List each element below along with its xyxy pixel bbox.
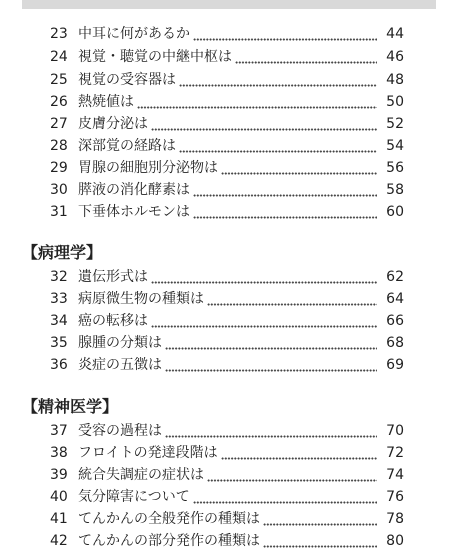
entry-page: 76 — [386, 489, 404, 505]
entry-page: 50 — [386, 94, 404, 110]
section-heading-psychiatry: 【精神医学】 — [22, 397, 119, 416]
entry-title: 受容の過程は — [78, 423, 162, 439]
entry-page: 60 — [386, 204, 404, 220]
entry-number: 30 — [50, 182, 68, 198]
entry-title: 炎症の五徴は — [78, 357, 162, 373]
dot-leader — [165, 332, 377, 354]
entry-number: 31 — [50, 204, 68, 220]
entry-title: てんかんの部分発作の種類は — [78, 533, 260, 549]
entry-number: 42 — [50, 533, 68, 549]
entry-number: 33 — [50, 291, 68, 307]
toc-entry-33[interactable] — [50, 288, 404, 310]
entry-number: 29 — [50, 160, 68, 176]
entry-number: 28 — [50, 138, 68, 154]
entry-title: 中耳に何があるか — [78, 26, 190, 42]
entry-number: 32 — [50, 269, 68, 285]
entry-page: 62 — [386, 269, 404, 285]
entry-page: 46 — [386, 49, 404, 65]
entry-number: 39 — [50, 467, 68, 483]
entry-title: 癌の転移は — [78, 313, 148, 329]
entry-number: 24 — [50, 49, 68, 65]
entry-title: 皮膚分泌は — [78, 116, 148, 132]
dot-leader — [165, 354, 377, 376]
dot-leader — [193, 201, 377, 223]
entry-title: 深部覚の経路は — [78, 138, 176, 154]
entry-number: 27 — [50, 116, 68, 132]
dot-leader — [151, 266, 377, 288]
dot-leader — [221, 442, 377, 464]
entry-title: 膵液の消化酵素は — [78, 182, 190, 198]
entry-title: フロイトの発達段階は — [78, 445, 218, 461]
entry-page: 78 — [386, 511, 404, 527]
section-heading-pathology: 【病理学】 — [22, 243, 103, 262]
entry-page: 80 — [386, 533, 404, 549]
entry-page: 69 — [386, 357, 404, 373]
toc-entry-25[interactable] — [50, 69, 404, 91]
dot-leader — [207, 288, 377, 310]
dot-leader — [179, 69, 377, 91]
dot-leader — [221, 157, 377, 179]
entry-number: 34 — [50, 313, 68, 329]
dot-leader — [263, 508, 377, 530]
toc-entry-23[interactable] — [50, 23, 404, 45]
entry-title: 遺伝形式は — [78, 269, 148, 285]
entry-page: 54 — [386, 138, 404, 154]
toc-entry-29[interactable] — [50, 157, 404, 179]
entry-title: 視覚・聴覚の中継中枢は — [78, 49, 232, 65]
dot-leader — [137, 91, 377, 113]
toc-entry-41[interactable] — [50, 508, 404, 530]
entry-page: 58 — [386, 182, 404, 198]
entry-page: 68 — [386, 335, 404, 351]
dot-leader — [235, 46, 377, 68]
dot-leader — [193, 23, 377, 45]
entry-title: 視覚の受容器は — [78, 72, 176, 88]
dot-leader — [193, 486, 377, 508]
toc-entry-42[interactable] — [50, 530, 404, 552]
dot-leader — [193, 179, 377, 201]
entry-title: 下垂体ホルモンは — [78, 204, 190, 220]
entry-page: 48 — [386, 72, 404, 88]
entry-page: 74 — [386, 467, 404, 483]
toc-entry-27[interactable] — [50, 113, 404, 135]
entry-number: 41 — [50, 511, 68, 527]
toc-entry-40[interactable] — [50, 486, 404, 508]
entry-page: 72 — [386, 445, 404, 461]
toc-entry-26[interactable] — [50, 91, 404, 113]
entry-page: 56 — [386, 160, 404, 176]
toc-entry-37[interactable] — [50, 420, 404, 442]
entry-number: 26 — [50, 94, 68, 110]
toc-entry-31[interactable] — [50, 201, 404, 223]
dot-leader — [263, 530, 377, 552]
toc-entry-24[interactable] — [50, 46, 404, 68]
entry-page: 52 — [386, 116, 404, 132]
header-band — [22, 0, 436, 9]
entry-number: 35 — [50, 335, 68, 351]
toc-entry-32[interactable] — [50, 266, 404, 288]
toc-entry-28[interactable] — [50, 135, 404, 157]
dot-leader — [179, 135, 377, 157]
entry-number: 38 — [50, 445, 68, 461]
toc-entry-34[interactable] — [50, 310, 404, 332]
entry-page: 70 — [386, 423, 404, 439]
entry-number: 25 — [50, 72, 68, 88]
dot-leader — [151, 113, 377, 135]
toc-entry-30[interactable] — [50, 179, 404, 201]
entry-number: 40 — [50, 489, 68, 505]
entry-title: 熱焼値は — [78, 94, 134, 110]
toc-entry-39[interactable] — [50, 464, 404, 486]
entry-number: 37 — [50, 423, 68, 439]
dot-leader — [151, 310, 377, 332]
entry-number: 23 — [50, 26, 68, 42]
toc-entry-36[interactable] — [50, 354, 404, 376]
dot-leader — [165, 420, 377, 442]
toc-entry-35[interactable] — [50, 332, 404, 354]
entry-title: てんかんの全般発作の種類は — [78, 511, 260, 527]
entry-page: 64 — [386, 291, 404, 307]
dot-leader — [207, 464, 377, 486]
entry-title: 病原微生物の種類は — [78, 291, 204, 307]
entry-page: 66 — [386, 313, 404, 329]
entry-number: 36 — [50, 357, 68, 373]
entry-title: 腺腫の分類は — [78, 335, 162, 351]
toc-entry-38[interactable] — [50, 442, 404, 464]
entry-title: 統合失調症の症状は — [78, 467, 204, 483]
entry-title: 胃腺の細胞別分泌物は — [78, 160, 218, 176]
entry-page: 44 — [386, 26, 404, 42]
entry-title: 気分障害について — [78, 489, 190, 505]
